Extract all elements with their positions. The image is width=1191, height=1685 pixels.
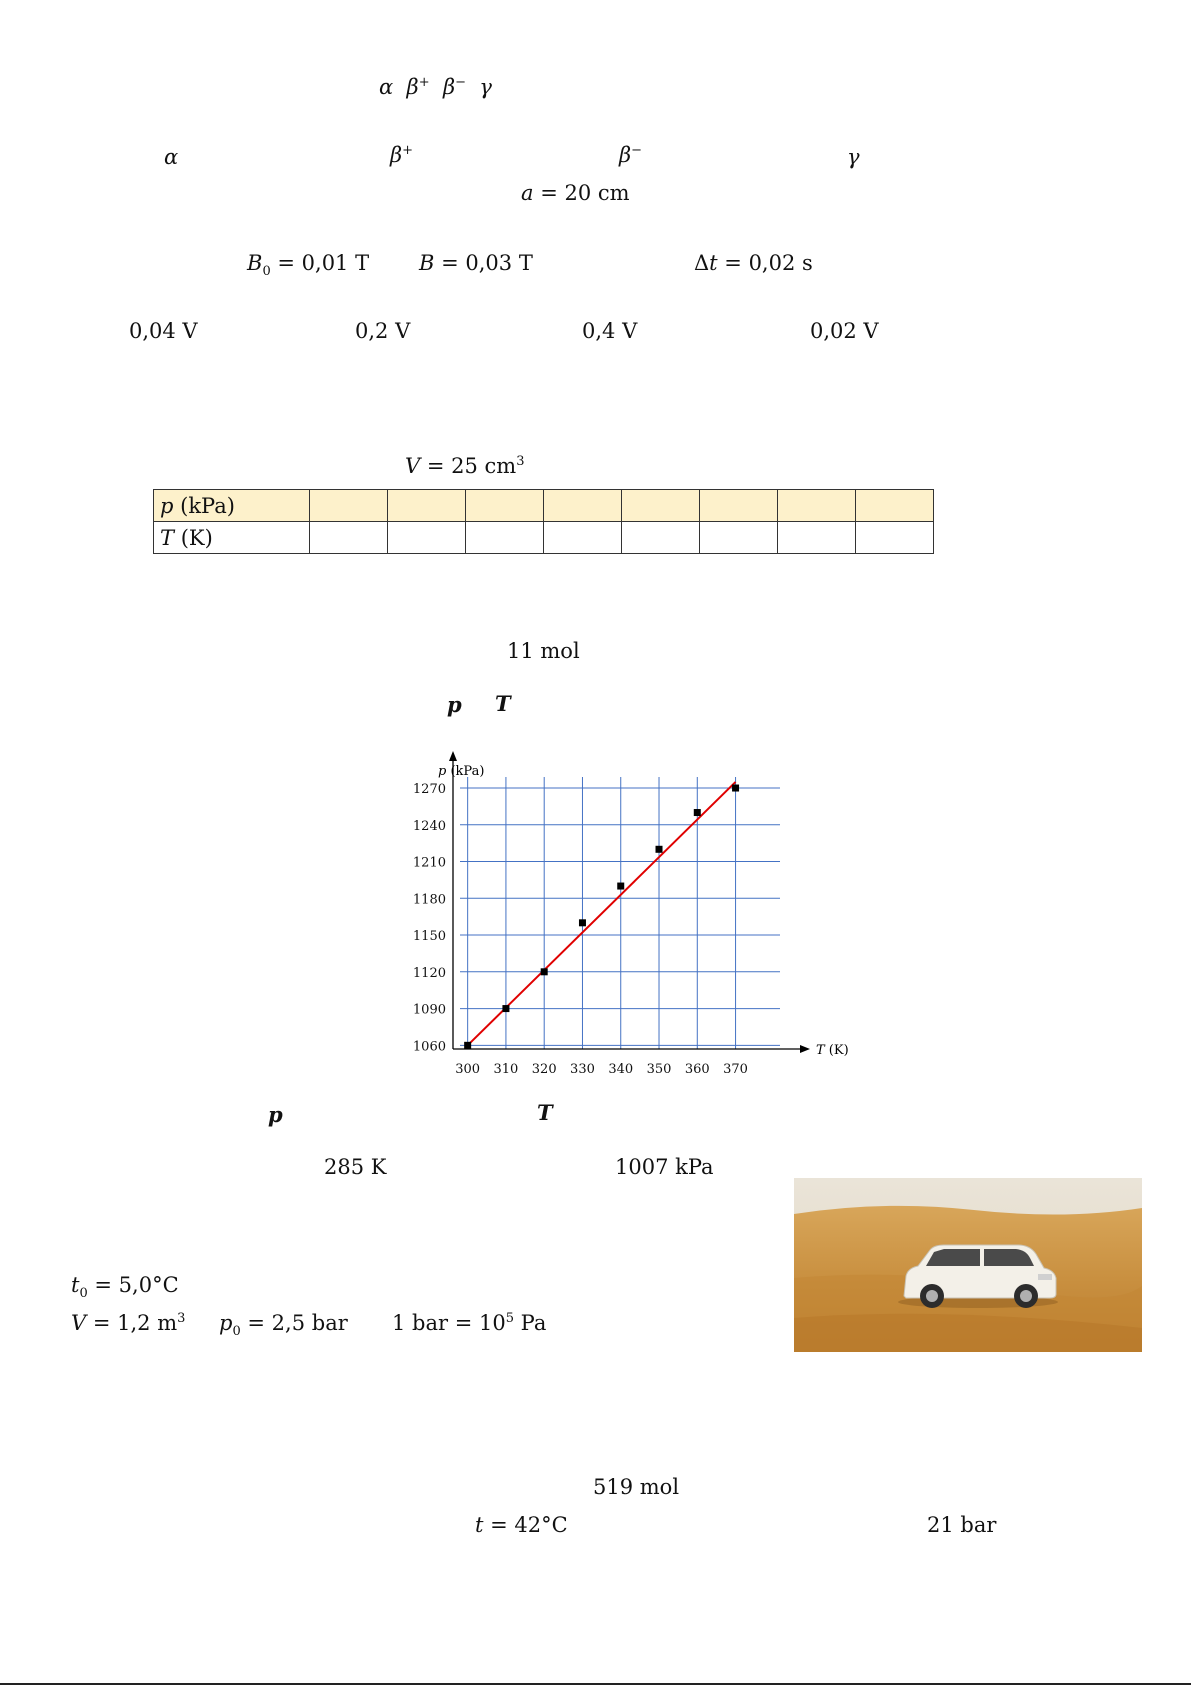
y-axis-unit: (kPa) [446, 764, 485, 779]
var-t: T [495, 691, 511, 716]
gas-volume: V = 25 $cm^3$ [405, 454, 525, 478]
y-axis-var: p [438, 764, 447, 779]
y-tick-label: 1120 [412, 965, 446, 981]
data-point [732, 785, 739, 792]
tire-moles: 519 mol [593, 1475, 680, 1499]
y-tick-label: 1210 [412, 855, 446, 871]
initial-pressure: $p_0 = 2,5$ bar [219, 1311, 348, 1340]
alpha-symbol: α [379, 75, 394, 99]
x-tick-label: 300 [455, 1062, 481, 1077]
y-tick-label: 1180 [412, 892, 446, 908]
table-cell [388, 490, 466, 522]
initial-field: $B_0 = 0,01$ T [247, 251, 370, 280]
data-point [694, 809, 701, 816]
table-cell [466, 490, 544, 522]
y-tick-label: 1270 [412, 782, 446, 798]
table-cell [310, 522, 388, 554]
decay-symbols [379, 75, 492, 99]
table-cell [388, 522, 466, 554]
decay-option-a[interactable]: α [164, 145, 179, 169]
final-temperature: t = 42°C [475, 1513, 568, 1537]
table-cell [310, 490, 388, 522]
y-tick-label: 1240 [412, 818, 446, 834]
after-chart-t: T [537, 1100, 553, 1125]
x-tick-label: 340 [608, 1062, 634, 1077]
final-pressure: 21 bar [927, 1513, 997, 1537]
decay-option-b[interactable]: β+ [390, 143, 414, 167]
var-p: p [447, 692, 462, 717]
x-axis-var: T [816, 1043, 825, 1058]
beta-minus-symbol: β− [442, 75, 466, 99]
table-cell [544, 490, 622, 522]
table-row-temperature [154, 522, 934, 554]
table-header-temperature: T (K) [154, 522, 310, 554]
chart-points [464, 785, 739, 1049]
data-point [579, 919, 586, 926]
emf-option-c[interactable]: 0,4 V [582, 319, 638, 343]
gamma-symbol: γ [479, 75, 492, 99]
after-chart-p: p [268, 1102, 283, 1127]
table-cell [856, 490, 934, 522]
desert-car-photo [794, 1178, 1142, 1352]
table-cell [778, 490, 856, 522]
time-interval: Δt = 0,02 s [694, 251, 813, 275]
y-axis-arrow-icon [449, 751, 457, 761]
x-axis-label [816, 1043, 849, 1058]
y-tick-label: 1150 [412, 929, 446, 945]
decay-option-c[interactable]: β− [619, 143, 643, 167]
initial-temperature: $t_0 = 5,0^\circ C$ [71, 1273, 179, 1302]
decay-option-d[interactable]: γ [847, 145, 860, 169]
side-length: a = 20 cm [521, 181, 630, 205]
pressure-temperature-table [153, 489, 934, 554]
table-cell [466, 522, 544, 554]
x-tick-label: 370 [723, 1062, 748, 1077]
data-point [502, 1005, 509, 1012]
x-tick-label: 310 [493, 1062, 519, 1077]
table-cell [622, 490, 700, 522]
emf-option-a[interactable]: 0,04 V [129, 319, 198, 343]
x-tick-label: 350 [646, 1062, 672, 1077]
x-tick-label: 360 [684, 1062, 710, 1077]
pressure-value: 1007 kPa [615, 1155, 714, 1179]
x-tick-label: 330 [570, 1062, 595, 1077]
table-cell [700, 522, 778, 554]
table-cell [778, 522, 856, 554]
data-point [617, 883, 624, 890]
beta-plus-symbol: β+ [406, 75, 430, 99]
y-tick-label: 1090 [412, 1002, 446, 1018]
table-header-pressure: p (kPa) [154, 490, 310, 522]
temp-value: 285 K [324, 1155, 387, 1179]
emf-option-d[interactable]: 0,02 V [810, 319, 879, 343]
table-cell [622, 522, 700, 554]
data-point [541, 968, 548, 975]
x-axis-unit: (K) [824, 1043, 849, 1058]
tire-volume: V = 1,2 $m^3$ [71, 1311, 186, 1335]
table-cell [544, 522, 622, 554]
y-axis-label [438, 764, 484, 779]
bar-conversion: 1 bar = $10^5$ Pa [392, 1311, 547, 1335]
x-axis-arrow-icon [800, 1045, 810, 1053]
y-tick-label: 1060 [412, 1039, 446, 1055]
table-cell [700, 490, 778, 522]
pressure-temperature-chart [400, 757, 849, 1087]
data-point [464, 1042, 471, 1049]
x-tick-label: 320 [531, 1062, 557, 1077]
final-field: B = 0,03 T [419, 251, 533, 275]
table-row-pressure [154, 490, 934, 522]
emf-option-b[interactable]: 0,2 V [355, 319, 411, 343]
data-point [656, 846, 663, 853]
table-cell [856, 522, 934, 554]
gas-moles: 11 mol [507, 639, 580, 663]
